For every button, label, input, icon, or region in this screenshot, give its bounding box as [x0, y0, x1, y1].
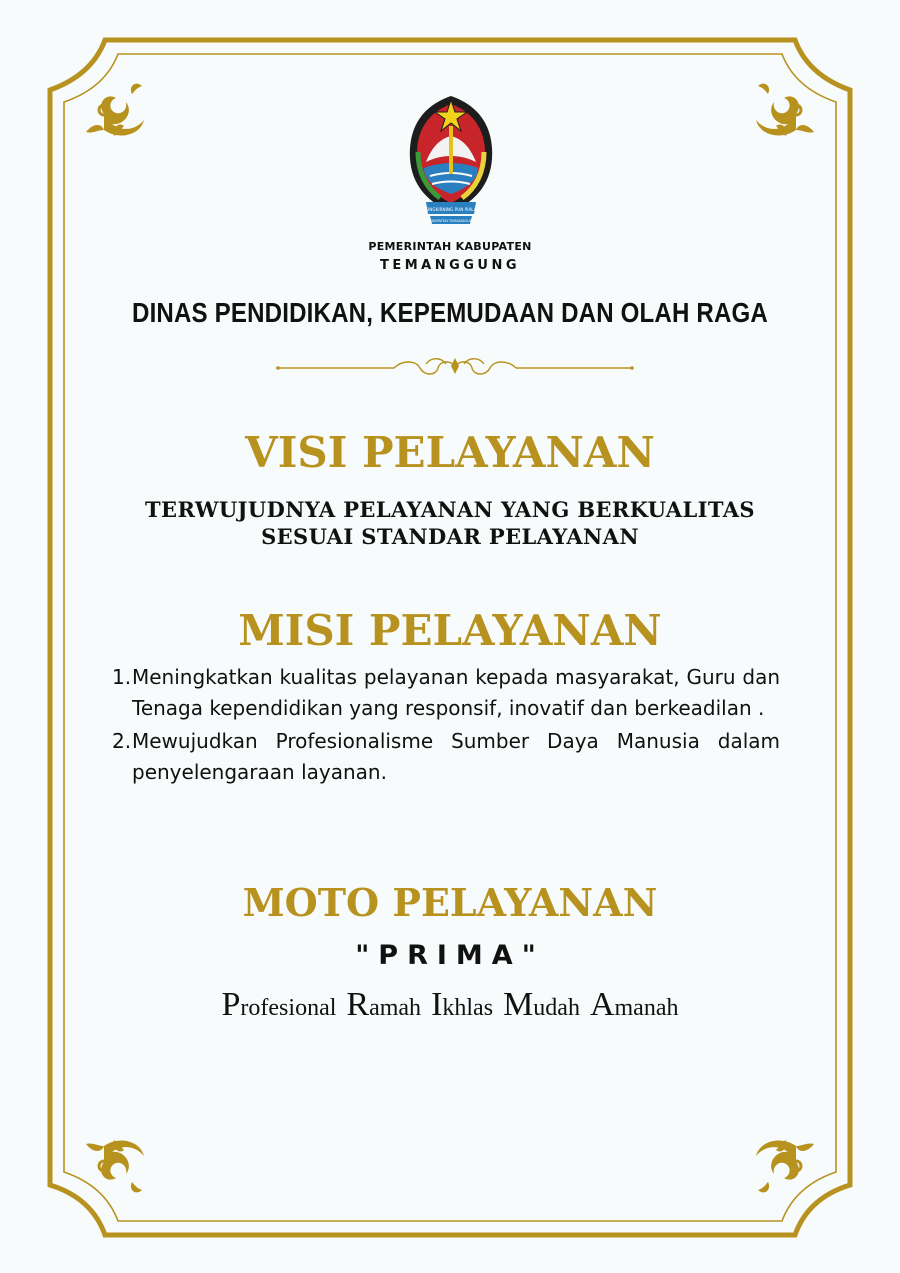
motto-word: Amanah	[589, 986, 679, 1023]
motto-expansion	[0, 986, 900, 1024]
motto-word: Ikhlas	[431, 986, 494, 1023]
corner-flourish-icon	[746, 1132, 826, 1202]
corner-flourish-icon	[746, 74, 826, 144]
temanggung-emblem-icon	[404, 92, 498, 232]
vision-heading: VISI PELAYANAN	[245, 428, 655, 477]
svg-text:KABUPATEN TEMANGGUNG: KABUPATEN TEMANGGUNG	[426, 219, 476, 223]
regency-name: TEMANGGUNG	[379, 258, 521, 273]
motto-word: Mudah	[503, 986, 580, 1023]
department-title: DINAS PENDIDIKAN, KEPEMUDAAN DAN OLAH RAGA	[132, 297, 768, 328]
vision-statement	[0, 496, 900, 550]
list-item-text: Meningkatkan kualitas pelayanan kepada masyarakat, Guru dan Tenaga kependidikan yang responsif, inovatif dan berkeadilan .	[132, 665, 780, 720]
corner-flourish-icon	[74, 74, 154, 144]
mission-list	[112, 662, 780, 790]
government-label: PEMERINTAH KABUPATEN	[368, 240, 532, 253]
list-number: 1.	[112, 665, 132, 689]
list-number: 2.	[112, 729, 132, 753]
motto-word: Profesional	[221, 986, 337, 1023]
vision-line: SESUAI STANDAR PELAYANAN	[261, 524, 639, 549]
motto-heading: MOTO PELAYANAN	[242, 880, 658, 925]
svg-text:SINGKIRNING PUN PIALA: SINGKIRNING PUN PIALA	[425, 207, 477, 212]
list-item	[112, 662, 780, 724]
ornamental-divider-icon	[276, 350, 634, 382]
mission-heading: MISI PELAYANAN	[238, 606, 662, 655]
vision-line: TERWUJUDNYA PELAYANAN YANG BERKUALITAS	[145, 497, 755, 522]
corner-flourish-icon	[74, 1132, 154, 1202]
list-item	[112, 726, 780, 788]
motto-word: Ramah	[346, 986, 422, 1023]
list-item-text: Mewujudkan Profesionalisme Sumber Daya Manusia dalam penyelengaraan layanan.	[132, 729, 780, 784]
motto-acronym: "PRIMA"	[355, 940, 545, 971]
